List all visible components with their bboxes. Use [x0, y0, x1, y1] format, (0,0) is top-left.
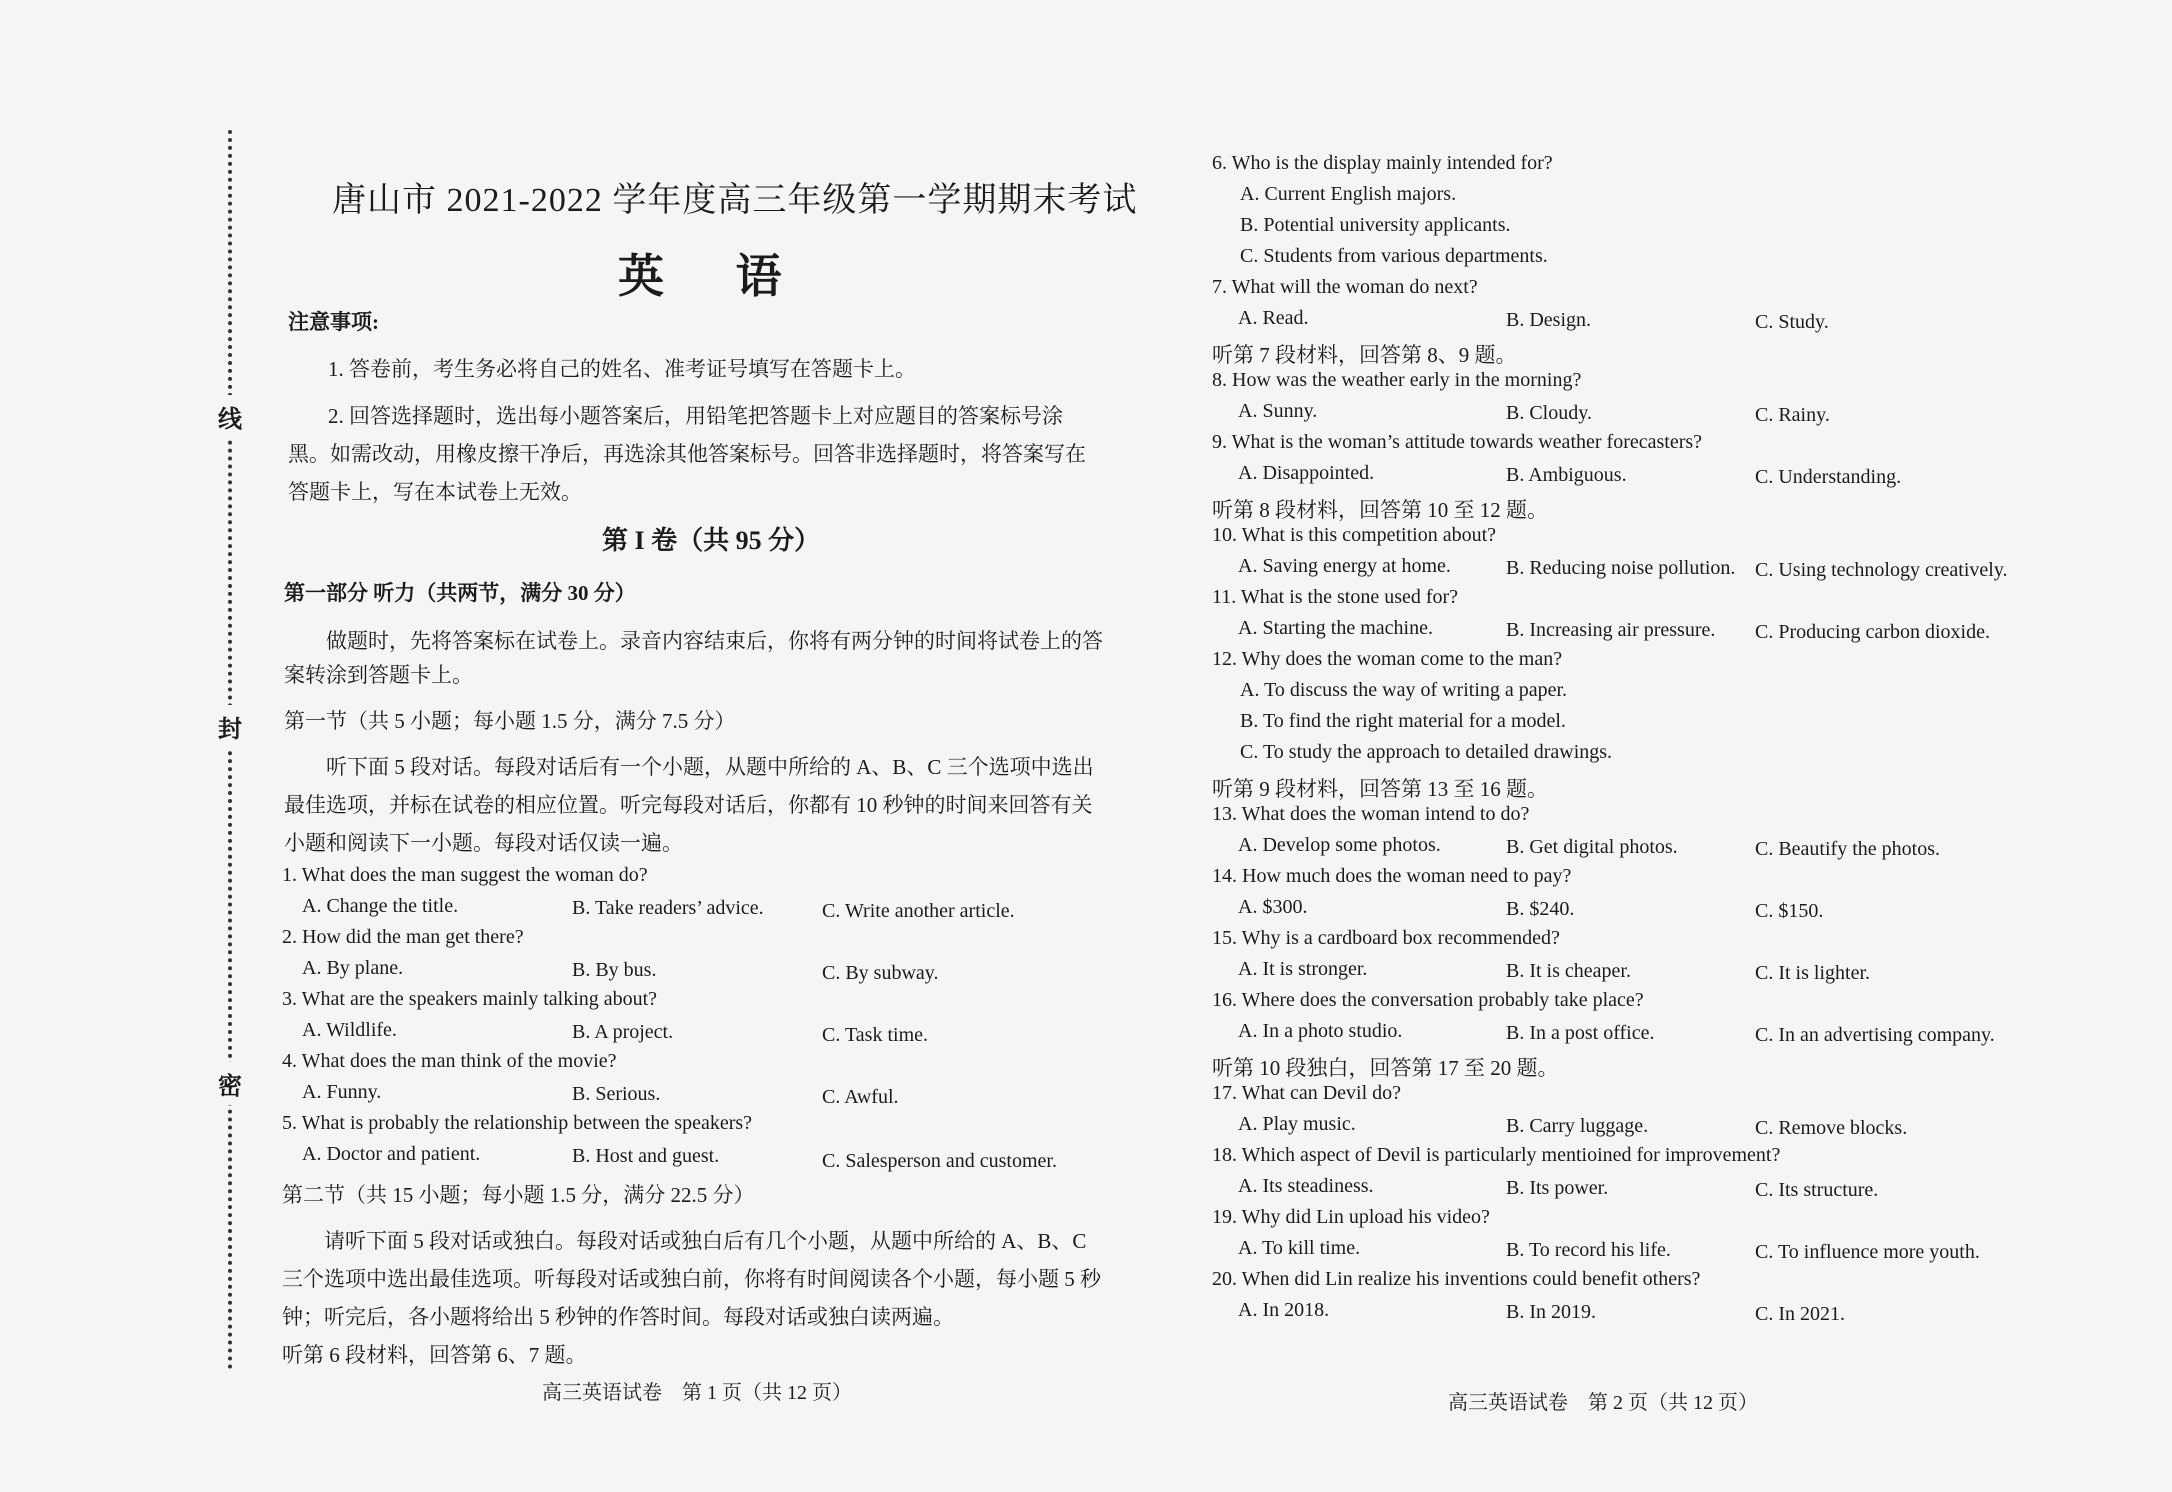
option-c: C. $150.: [1755, 900, 1824, 922]
option-b: B. Reducing noise pollution.: [1506, 557, 1736, 579]
option: A. Current English majors.: [1240, 183, 1457, 205]
option-2b: B. By bus.: [572, 959, 657, 981]
question: 15. Why is a cardboard box recommended?: [1212, 927, 1560, 949]
option-b: B. Cloudy.: [1506, 402, 1592, 424]
option-2a: A. By plane.: [302, 957, 404, 979]
option-1c: C. Write another article.: [822, 900, 1015, 922]
question: 13. What does the woman intend to do?: [1212, 803, 1530, 825]
question-2: 2. How did the man get there?: [282, 926, 524, 948]
option-c: C. In an advertising company.: [1755, 1024, 1995, 1046]
option-b: B. Its power.: [1506, 1177, 1609, 1199]
option-c: C. Study.: [1755, 311, 1829, 333]
option-a: A. In 2018.: [1238, 1299, 1330, 1321]
question: 18. Which aspect of Devil is particularly mentioined for improvement?: [1212, 1144, 1781, 1166]
option-c: C. To influence more youth.: [1755, 1241, 1980, 1263]
option-3c: C. Task time.: [822, 1024, 929, 1046]
section2-description: 请听下面 5 段对话或独白。每段对话或独白后有几个小题，从题中所给的 A、B、C 三个选项中选出最佳选项。听每段对话或独白前，你将有时间阅读各个小题，每小题 5 秒钟；听完后，各小题将给出 5 秒钟的作答时间。每段对话或独白读两遍。: [282, 1229, 1101, 1329]
option-a: A. In a photo studio.: [1238, 1020, 1403, 1042]
option-a: A. Starting the machine.: [1238, 617, 1433, 639]
question: 19. Why did Lin upload his video?: [1212, 1206, 1490, 1228]
option-c: C. Beautify the photos.: [1755, 838, 1940, 860]
listen-6-heading: 听第 6 段材料，回答第 6、7 题。: [282, 1343, 587, 1367]
option-a: A. Play music.: [1238, 1113, 1356, 1135]
material-heading: 听第 9 段材料，回答第 13 至 16 题。: [1212, 777, 1548, 801]
part1-heading: 第一部分 听力（共两节，满分 30 分）: [284, 581, 636, 605]
material-heading: 听第 10 段独白，回答第 17 至 20 题。: [1212, 1056, 1559, 1080]
exam-title: 唐山市 2021-2022 学年度高三年级第一学期期末考试: [332, 182, 1138, 219]
question: 12. Why does the woman come to the man?: [1212, 648, 1563, 670]
question-5: 5. What is probably the relationship between the speakers?: [282, 1112, 753, 1134]
option-b: B. Increasing air pressure.: [1506, 619, 1716, 641]
option-a: A. Its steadiness.: [1238, 1175, 1374, 1197]
option: B. Potential university applicants.: [1240, 214, 1511, 236]
subject-title: 英 语: [618, 251, 812, 302]
option-5a: A. Doctor and patient.: [302, 1143, 481, 1165]
option-b: B. In 2019.: [1506, 1301, 1596, 1323]
option-4a: A. Funny.: [302, 1081, 382, 1103]
option-5c: C. Salesperson and customer.: [822, 1150, 1057, 1172]
question: 14. How much does the woman need to pay?: [1212, 865, 1572, 887]
question: 20. When did Lin realize his inventions could benefit others?: [1212, 1268, 1701, 1290]
question: 11. What is the stone used for?: [1212, 586, 1459, 608]
question: 17. What can Devil do?: [1212, 1082, 1402, 1104]
option-1b: B. Take readers’ advice.: [572, 897, 764, 919]
option-3b: B. A project.: [572, 1021, 674, 1043]
option-b: B. It is cheaper.: [1506, 960, 1631, 982]
notice-heading: 注意事项:: [288, 310, 379, 334]
option-4b: B. Serious.: [572, 1083, 661, 1105]
option-b: B. In a post office.: [1506, 1022, 1655, 1044]
question-4: 4. What does the man think of the movie?: [282, 1050, 617, 1072]
binding-char-xian: 线: [218, 395, 242, 438]
option-c: C. Understanding.: [1755, 466, 1902, 488]
option-a: A. To kill time.: [1238, 1237, 1361, 1259]
option-c: C. In 2021.: [1755, 1303, 1845, 1325]
option-a: A. Develop some photos.: [1238, 834, 1441, 856]
question: 6. Who is the display mainly intended for?: [1212, 152, 1553, 174]
material-heading: 听第 8 段材料，回答第 10 至 12 题。: [1212, 498, 1548, 522]
question: 16. Where does the conversation probably take place?: [1212, 989, 1644, 1011]
option-4c: C. Awful.: [822, 1086, 899, 1108]
question: 10. What is this competition about?: [1212, 524, 1497, 546]
option-a: A. $300.: [1238, 896, 1308, 918]
question-1: 1. What does the man suggest the woman do?: [282, 864, 648, 886]
option-a: A. Saving energy at home.: [1238, 555, 1451, 577]
option-b: B. To record his life.: [1506, 1239, 1671, 1261]
option: B. To find the right material for a model.: [1240, 710, 1566, 732]
option-1a: A. Change the title.: [302, 895, 459, 917]
binding-char-feng: 封: [218, 705, 242, 748]
option-c: C. Its structure.: [1755, 1179, 1879, 1201]
material-heading: 听第 7 段材料，回答第 8、9 题。: [1212, 343, 1517, 367]
option-b: B. Get digital photos.: [1506, 836, 1678, 858]
option-2c: C. By subway.: [822, 962, 939, 984]
option: A. To discuss the way of writing a paper.: [1240, 679, 1568, 701]
volume-heading: 第 I 卷（共 95 分）: [602, 526, 821, 555]
binding-char-mi: 密: [218, 1062, 242, 1105]
option-3a: A. Wildlife.: [302, 1019, 397, 1041]
option: C. Students from various departments.: [1240, 245, 1548, 267]
option-c: C. Remove blocks.: [1755, 1117, 1908, 1139]
option-b: B. $240.: [1506, 898, 1575, 920]
part1-description: 做题时，先将答案标在试卷上。录音内容结束后，你将有两分钟的时间将试卷上的答案转涂到答题卡上。: [284, 629, 1103, 687]
option-b: B. Carry luggage.: [1506, 1115, 1649, 1137]
page-2-footer: 高三英语试卷 第 2 页（共 12 页）: [1448, 1392, 1758, 1414]
page-1-footer: 高三英语试卷 第 1 页（共 12 页）: [542, 1382, 852, 1404]
option-b: B. Design.: [1506, 309, 1591, 331]
question: 9. What is the woman’s attitude towards weather forecasters?: [1212, 431, 1703, 453]
option-c: C. Producing carbon dioxide.: [1755, 621, 1990, 643]
option-c: C. Rainy.: [1755, 404, 1830, 426]
section1-description: 听下面 5 段对话。每段对话后有一个小题，从题中所给的 A、B、C 三个选项中选出最佳选项，并标在试卷的相应位置。听完每段对话后，你都有 10 秒钟的时间来回答有关小题和阅读下一小题。每段对话仅读一遍。: [284, 755, 1094, 855]
section2-heading: 第二节（共 15 小题；每小题 1.5 分，满分 22.5 分）: [282, 1183, 755, 1207]
notice-1: 1. 答卷前，考生务必将自己的姓名、准考证号填写在答题卡上。: [328, 357, 916, 381]
question: 7. What will the woman do next?: [1212, 276, 1478, 298]
question: 8. How was the weather early in the morning?: [1212, 369, 1582, 391]
option-a: A. Disappointed.: [1238, 462, 1375, 484]
option-c: C. It is lighter.: [1755, 962, 1870, 984]
option-a: A. Sunny.: [1238, 400, 1318, 422]
option-c: C. Using technology creatively.: [1755, 559, 2008, 581]
section1-heading: 第一节（共 5 小题；每小题 1.5 分，满分 7.5 分）: [284, 709, 736, 733]
question-3: 3. What are the speakers mainly talking about?: [282, 988, 658, 1010]
notice-2: 2. 回答选择题时，选出每小题答案后，用铅笔把答题卡上对应题目的答案标号涂黑。如需改动，用橡皮擦干净后，再选涂其他答案标号。回答非选择题时，将答案写在答题卡上，写在本试卷上无效。: [288, 404, 1086, 504]
option-a: A. It is stronger.: [1238, 958, 1368, 980]
binding-line: [228, 130, 232, 1370]
option-a: A. Read.: [1238, 307, 1309, 329]
option-b: B. Ambiguous.: [1506, 464, 1627, 486]
option: C. To study the approach to detailed drawings.: [1240, 741, 1613, 763]
option-5b: B. Host and guest.: [572, 1145, 720, 1167]
